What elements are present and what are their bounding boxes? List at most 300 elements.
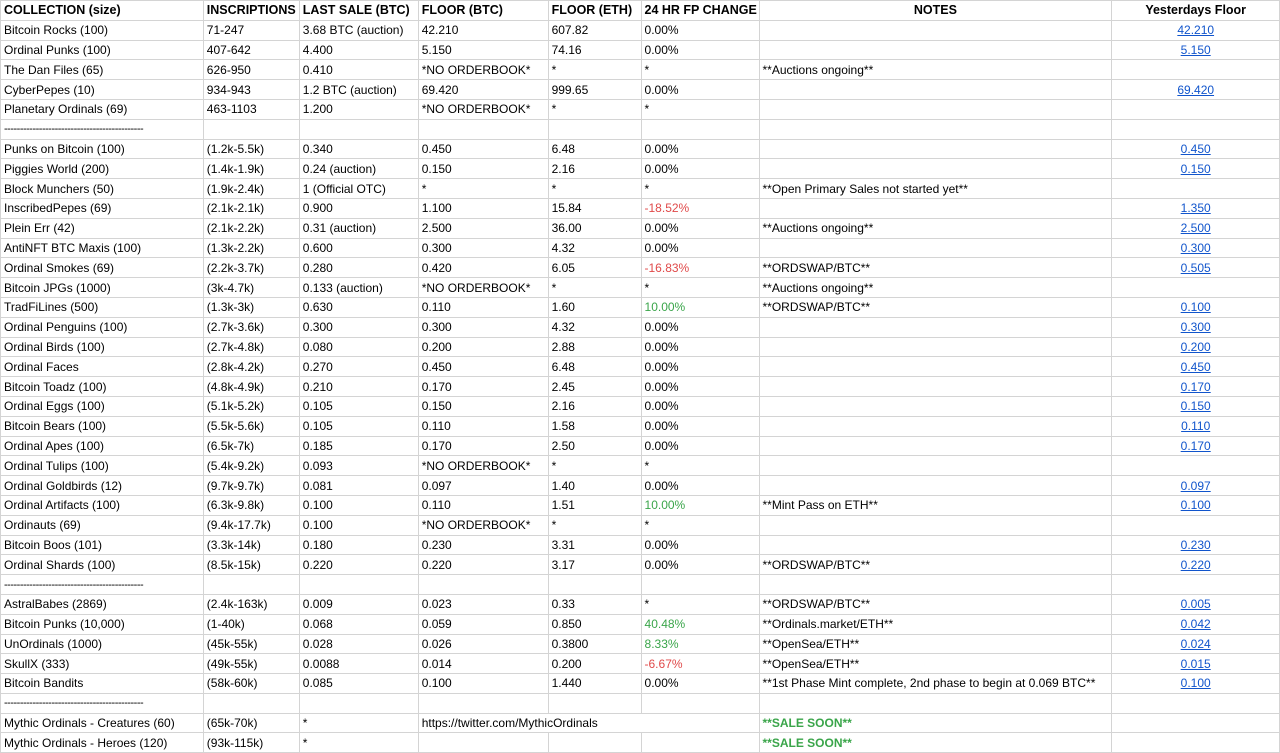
- yesterdays-floor-link[interactable]: 0.450: [1180, 359, 1211, 374]
- cell-floor-btc[interactable]: *NO ORDERBOOK*: [418, 99, 548, 119]
- cell-floor-btc[interactable]: 0.110: [418, 495, 548, 515]
- cell-inscriptions[interactable]: (2.7k-4.8k): [203, 337, 299, 357]
- cell-collection[interactable]: The Dan Files (65): [1, 60, 204, 80]
- yesterdays-floor-link[interactable]: 0.015: [1180, 656, 1211, 671]
- empty-cell[interactable]: [548, 693, 641, 713]
- cell-floor-btc[interactable]: 0.014: [418, 654, 548, 674]
- cell-last-sale[interactable]: 0.105: [299, 416, 418, 436]
- cell-floor-eth[interactable]: 3.31: [548, 535, 641, 555]
- cell-inscriptions[interactable]: (2.7k-3.6k): [203, 317, 299, 337]
- cell-floor-btc[interactable]: 0.097: [418, 476, 548, 496]
- cell-inscriptions[interactable]: (9.4k-17.7k): [203, 515, 299, 535]
- cell-last-sale[interactable]: 1.2 BTC (auction): [299, 80, 418, 100]
- cell-floor-eth[interactable]: 2.88: [548, 337, 641, 357]
- cell-floor-btc[interactable]: *NO ORDERBOOK*: [418, 515, 548, 535]
- cell-floor-btc[interactable]: 0.230: [418, 535, 548, 555]
- empty-cell[interactable]: [418, 693, 548, 713]
- cell-last-sale[interactable]: 0.100: [299, 495, 418, 515]
- cell-floor-eth[interactable]: 6.05: [548, 258, 641, 278]
- cell-floor-eth[interactable]: 1.51: [548, 495, 641, 515]
- yesterdays-floor-link[interactable]: 0.024: [1180, 636, 1211, 651]
- cell-notes[interactable]: **SALE SOON**: [759, 733, 1112, 753]
- cell-fp-change[interactable]: [641, 733, 759, 753]
- cell-notes[interactable]: **Auctions ongoing**: [759, 278, 1112, 298]
- cell-notes[interactable]: **ORDSWAP/BTC**: [759, 555, 1112, 575]
- cell-floor-btc[interactable]: 0.300: [418, 317, 548, 337]
- cell-floor-eth[interactable]: 3.17: [548, 555, 641, 575]
- cell-notes[interactable]: **Auctions ongoing**: [759, 218, 1112, 238]
- cell-floor-eth[interactable]: 4.32: [548, 238, 641, 258]
- cell-notes[interactable]: [759, 80, 1112, 100]
- cell-last-sale[interactable]: 0.210: [299, 377, 418, 397]
- cell-floor-eth[interactable]: 1.40: [548, 476, 641, 496]
- cell-floor-btc[interactable]: 0.150: [418, 396, 548, 416]
- cell-inscriptions[interactable]: (58k-60k): [203, 674, 299, 694]
- cell-notes[interactable]: **OpenSea/ETH**: [759, 634, 1112, 654]
- cell-last-sale[interactable]: 0.105: [299, 396, 418, 416]
- cell-notes[interactable]: [759, 476, 1112, 496]
- cell-last-sale[interactable]: 0.068: [299, 614, 418, 634]
- cell-inscriptions[interactable]: (6.5k-7k): [203, 436, 299, 456]
- cell-inscriptions[interactable]: (2.8k-4.2k): [203, 357, 299, 377]
- cell-inscriptions[interactable]: (1.2k-5.5k): [203, 139, 299, 159]
- cell-collection[interactable]: Bitcoin Boos (101): [1, 535, 204, 555]
- header-last-sale[interactable]: LAST SALE (BTC): [299, 1, 418, 21]
- cell-fp-change[interactable]: 0.00%: [641, 317, 759, 337]
- cell-notes[interactable]: [759, 515, 1112, 535]
- cell-floor-eth[interactable]: *: [548, 179, 641, 199]
- empty-cell[interactable]: [299, 575, 418, 595]
- header-floor-btc[interactable]: FLOOR (BTC): [418, 1, 548, 21]
- cell-floor-btc[interactable]: 2.500: [418, 218, 548, 238]
- cell-notes[interactable]: **Ordinals.market/ETH**: [759, 614, 1112, 634]
- cell-last-sale[interactable]: 0.410: [299, 60, 418, 80]
- cell-collection[interactable]: Bitcoin JPGs (1000): [1, 278, 204, 298]
- cell-floor-btc[interactable]: *NO ORDERBOOK*: [418, 278, 548, 298]
- cell-fp-change[interactable]: 0.00%: [641, 396, 759, 416]
- cell-floor-eth[interactable]: 1.58: [548, 416, 641, 436]
- cell-floor-btc[interactable]: [418, 733, 548, 753]
- cell-floor-eth[interactable]: 74.16: [548, 40, 641, 60]
- cell-collection[interactable]: Ordinal Apes (100): [1, 436, 204, 456]
- cell-floor-eth[interactable]: 2.45: [548, 377, 641, 397]
- cell-fp-change[interactable]: 0.00%: [641, 80, 759, 100]
- cell-inscriptions[interactable]: (2.1k-2.1k): [203, 198, 299, 218]
- cell-fp-change[interactable]: 0.00%: [641, 555, 759, 575]
- cell-fp-change[interactable]: 0.00%: [641, 139, 759, 159]
- cell-collection[interactable]: Ordinal Artifacts (100): [1, 495, 204, 515]
- cell-notes[interactable]: [759, 40, 1112, 60]
- cell-inscriptions[interactable]: (1.4k-1.9k): [203, 159, 299, 179]
- header-notes[interactable]: NOTES: [759, 1, 1112, 21]
- cell-fp-change[interactable]: 0.00%: [641, 377, 759, 397]
- cell-floor-btc[interactable]: 0.170: [418, 377, 548, 397]
- cell-inscriptions[interactable]: (49k-55k): [203, 654, 299, 674]
- empty-cell[interactable]: [641, 693, 759, 713]
- empty-cell[interactable]: [299, 693, 418, 713]
- cell-collection[interactable]: InscribedPepes (69): [1, 198, 204, 218]
- cell-inscriptions[interactable]: (2.2k-3.7k): [203, 258, 299, 278]
- cell-floor-btc[interactable]: 0.200: [418, 337, 548, 357]
- cell-fp-change[interactable]: 0.00%: [641, 238, 759, 258]
- cell-collection[interactable]: CyberPepes (10): [1, 80, 204, 100]
- cell-last-sale[interactable]: *: [299, 713, 418, 733]
- cell-notes[interactable]: **ORDSWAP/BTC**: [759, 594, 1112, 614]
- cell-last-sale[interactable]: 1.200: [299, 99, 418, 119]
- cell-notes[interactable]: **OpenSea/ETH**: [759, 654, 1112, 674]
- cell-collection[interactable]: Bitcoin Punks (10,000): [1, 614, 204, 634]
- cell-collection[interactable]: Ordinal Birds (100): [1, 337, 204, 357]
- cell-last-sale[interactable]: 0.220: [299, 555, 418, 575]
- cell-inscriptions[interactable]: (1.3k-3k): [203, 297, 299, 317]
- yesterdays-floor-link[interactable]: 0.097: [1180, 478, 1211, 493]
- cell-fp-change[interactable]: 0.00%: [641, 159, 759, 179]
- empty-cell[interactable]: [641, 119, 759, 139]
- cell-inscriptions[interactable]: 407-642: [203, 40, 299, 60]
- empty-cell[interactable]: [759, 693, 1112, 713]
- cell-floor-btc[interactable]: 0.026: [418, 634, 548, 654]
- cell-inscriptions[interactable]: 626-950: [203, 60, 299, 80]
- cell-floor-btc[interactable]: 0.059: [418, 614, 548, 634]
- yesterdays-floor-link[interactable]: 2.500: [1180, 221, 1211, 236]
- yesterdays-floor-link[interactable]: 0.150: [1180, 399, 1211, 414]
- cell-fp-change[interactable]: *: [641, 278, 759, 298]
- table-row: [1, 594, 1280, 614]
- cell-last-sale[interactable]: 0.009: [299, 594, 418, 614]
- cell-collection[interactable]: Ordinal Eggs (100): [1, 396, 204, 416]
- cell-notes[interactable]: [759, 139, 1112, 159]
- cell-collection[interactable]: Block Munchers (50): [1, 179, 204, 199]
- cell-floor-eth[interactable]: 0.33: [548, 594, 641, 614]
- cell-inscriptions[interactable]: (3k-4.7k): [203, 278, 299, 298]
- cell-floor-eth[interactable]: 6.48: [548, 357, 641, 377]
- cell-collection[interactable]: Bitcoin Bandits: [1, 674, 204, 694]
- cell-floor-eth[interactable]: 607.82: [548, 20, 641, 40]
- empty-cell[interactable]: [1112, 119, 1280, 139]
- cell-fp-change[interactable]: *: [641, 179, 759, 199]
- cell-floor-eth[interactable]: *: [548, 60, 641, 80]
- cell-inscriptions[interactable]: (6.3k-9.8k): [203, 495, 299, 515]
- cell-yesterdays-floor: [1112, 535, 1280, 555]
- cell-collection[interactable]: AstralBabes (2869): [1, 594, 204, 614]
- cell-fp-change[interactable]: 0.00%: [641, 476, 759, 496]
- cell-collection[interactable]: Ordinal Shards (100): [1, 555, 204, 575]
- cell-inscriptions[interactable]: (5.5k-5.6k): [203, 416, 299, 436]
- cell-collection[interactable]: Ordinal Tulips (100): [1, 456, 204, 476]
- empty-cell[interactable]: [418, 119, 548, 139]
- cell-floor-btc[interactable]: *NO ORDERBOOK*: [418, 456, 548, 476]
- cell-collection[interactable]: Ordinal Smokes (69): [1, 258, 204, 278]
- cell-fp-change[interactable]: 0.00%: [641, 535, 759, 555]
- cell-fp-change[interactable]: 0.00%: [641, 20, 759, 40]
- cell-notes[interactable]: [759, 99, 1112, 119]
- cell-last-sale[interactable]: 0.085: [299, 674, 418, 694]
- yesterdays-floor-link[interactable]: 42.210: [1177, 23, 1215, 38]
- cell-notes[interactable]: **Mint Pass on ETH**: [759, 495, 1112, 515]
- cell-notes[interactable]: **ORDSWAP/BTC**: [759, 258, 1112, 278]
- empty-cell[interactable]: [641, 575, 759, 595]
- cell-floor-btc[interactable]: 0.023: [418, 594, 548, 614]
- yesterdays-floor-link[interactable]: 0.230: [1180, 537, 1211, 552]
- yesterdays-floor-link[interactable]: 5.150: [1180, 42, 1211, 57]
- cell-notes[interactable]: [759, 198, 1112, 218]
- cell-last-sale[interactable]: 0.270: [299, 357, 418, 377]
- cell-last-sale[interactable]: 0.630: [299, 297, 418, 317]
- cell-notes[interactable]: **ORDSWAP/BTC**: [759, 297, 1112, 317]
- cell-collection[interactable]: Planetary Ordinals (69): [1, 99, 204, 119]
- cell-floor-eth[interactable]: *: [548, 515, 641, 535]
- cell-collection[interactable]: Punks on Bitcoin (100): [1, 139, 204, 159]
- cell-floor-btc[interactable]: https://twitter.com/MythicOrdinals: [418, 713, 759, 733]
- cell-floor-eth[interactable]: 1.440: [548, 674, 641, 694]
- cell-fp-change[interactable]: 40.48%: [641, 614, 759, 634]
- cell-floor-btc[interactable]: 42.210: [418, 20, 548, 40]
- cell-collection[interactable]: Ordinal Faces: [1, 357, 204, 377]
- cell-notes[interactable]: [759, 337, 1112, 357]
- yesterdays-floor-link[interactable]: 0.005: [1180, 597, 1211, 612]
- empty-cell[interactable]: [1112, 693, 1280, 713]
- cell-last-sale[interactable]: 0.24 (auction): [299, 159, 418, 179]
- cell-notes[interactable]: [759, 238, 1112, 258]
- cell-floor-eth[interactable]: 2.50: [548, 436, 641, 456]
- cell-collection[interactable]: TradFiLines (500): [1, 297, 204, 317]
- separator-cell[interactable]: --------------------------------------------: [1, 119, 204, 139]
- cell-fp-change[interactable]: 0.00%: [641, 416, 759, 436]
- cell-fp-change[interactable]: 10.00%: [641, 495, 759, 515]
- yesterdays-floor-link[interactable]: 0.042: [1180, 617, 1211, 632]
- cell-floor-btc[interactable]: 0.420: [418, 258, 548, 278]
- cell-collection[interactable]: Mythic Ordinals - Heroes (120): [1, 733, 204, 753]
- empty-cell[interactable]: [548, 575, 641, 595]
- cell-collection[interactable]: Mythic Ordinals - Creatures (60): [1, 713, 204, 733]
- cell-inscriptions[interactable]: (5.1k-5.2k): [203, 396, 299, 416]
- cell-inscriptions[interactable]: 934-943: [203, 80, 299, 100]
- cell-last-sale[interactable]: 3.68 BTC (auction): [299, 20, 418, 40]
- cell-collection[interactable]: Bitcoin Toadz (100): [1, 377, 204, 397]
- cell-fp-change[interactable]: *: [641, 60, 759, 80]
- yesterdays-floor-link[interactable]: 0.300: [1180, 240, 1211, 255]
- cell-notes[interactable]: **Auctions ongoing**: [759, 60, 1112, 80]
- cell-fp-change[interactable]: -18.52%: [641, 198, 759, 218]
- cell-notes[interactable]: [759, 436, 1112, 456]
- cell-floor-eth[interactable]: 0.3800: [548, 634, 641, 654]
- cell-floor-eth[interactable]: *: [548, 456, 641, 476]
- cell-inscriptions[interactable]: (2.4k-163k): [203, 594, 299, 614]
- cell-fp-change[interactable]: *: [641, 99, 759, 119]
- cell-floor-eth[interactable]: 1.60: [548, 297, 641, 317]
- yesterdays-floor-link[interactable]: 0.100: [1180, 300, 1211, 315]
- cell-notes[interactable]: **Open Primary Sales not started yet**: [759, 179, 1112, 199]
- header-collection[interactable]: COLLECTION (size): [1, 1, 204, 21]
- cell-notes[interactable]: [759, 456, 1112, 476]
- yesterdays-floor-link[interactable]: 0.200: [1180, 339, 1211, 354]
- cell-last-sale[interactable]: 0.180: [299, 535, 418, 555]
- cell-collection[interactable]: SkullX (333): [1, 654, 204, 674]
- empty-cell[interactable]: [418, 575, 548, 595]
- cell-floor-eth[interactable]: 36.00: [548, 218, 641, 238]
- cell-fp-change[interactable]: 0.00%: [641, 337, 759, 357]
- cell-floor-btc[interactable]: 0.150: [418, 159, 548, 179]
- cell-floor-btc[interactable]: 0.110: [418, 297, 548, 317]
- yesterdays-floor-link[interactable]: 0.220: [1180, 557, 1211, 572]
- cell-last-sale[interactable]: 0.300: [299, 317, 418, 337]
- cell-floor-eth[interactable]: 999.65: [548, 80, 641, 100]
- cell-inscriptions[interactable]: (45k-55k): [203, 634, 299, 654]
- cell-fp-change[interactable]: 0.00%: [641, 40, 759, 60]
- cell-floor-eth[interactable]: 0.850: [548, 614, 641, 634]
- empty-cell[interactable]: [203, 119, 299, 139]
- empty-cell[interactable]: [203, 693, 299, 713]
- cell-collection[interactable]: Ordinauts (69): [1, 515, 204, 535]
- header-yesterdays-floor[interactable]: Yesterdays Floor: [1112, 1, 1280, 21]
- cell-collection[interactable]: Ordinal Penguins (100): [1, 317, 204, 337]
- yesterdays-floor-link[interactable]: 0.110: [1181, 419, 1211, 434]
- cell-fp-change[interactable]: 0.00%: [641, 218, 759, 238]
- cell-last-sale[interactable]: 4.400: [299, 40, 418, 60]
- cell-notes[interactable]: [759, 535, 1112, 555]
- yesterdays-floor-link[interactable]: 0.170: [1180, 379, 1211, 394]
- cell-floor-btc[interactable]: 69.420: [418, 80, 548, 100]
- cell-fp-change[interactable]: *: [641, 515, 759, 535]
- cell-floor-eth[interactable]: 0.200: [548, 654, 641, 674]
- separator-cell[interactable]: --------------------------------------------: [1, 575, 204, 595]
- cell-yesterdays-floor: [1112, 159, 1280, 179]
- cell-collection[interactable]: Ordinal Punks (100): [1, 40, 204, 60]
- cell-inscriptions[interactable]: (1.9k-2.4k): [203, 179, 299, 199]
- cell-notes[interactable]: **SALE SOON**: [759, 713, 1112, 733]
- cell-collection[interactable]: Ordinal Goldbirds (12): [1, 476, 204, 496]
- cell-last-sale[interactable]: 0.280: [299, 258, 418, 278]
- cell-last-sale[interactable]: 0.31 (auction): [299, 218, 418, 238]
- cell-floor-btc[interactable]: 0.450: [418, 139, 548, 159]
- cell-inscriptions[interactable]: (1.3k-2.2k): [203, 238, 299, 258]
- cell-last-sale[interactable]: 0.340: [299, 139, 418, 159]
- empty-cell[interactable]: [299, 119, 418, 139]
- yesterdays-floor-link[interactable]: 0.150: [1180, 161, 1211, 176]
- yesterdays-floor-link[interactable]: 69.420: [1177, 82, 1215, 97]
- cell-notes[interactable]: [759, 20, 1112, 40]
- cell-floor-btc[interactable]: 0.450: [418, 357, 548, 377]
- cell-last-sale[interactable]: 1 (Official OTC): [299, 179, 418, 199]
- cell-fp-change[interactable]: 10.00%: [641, 297, 759, 317]
- cell-last-sale[interactable]: 0.133 (auction): [299, 278, 418, 298]
- cell-fp-change[interactable]: *: [641, 594, 759, 614]
- empty-cell[interactable]: [203, 575, 299, 595]
- cell-floor-eth[interactable]: 2.16: [548, 396, 641, 416]
- cell-notes[interactable]: [759, 377, 1112, 397]
- yesterdays-floor-link[interactable]: 0.300: [1180, 320, 1211, 335]
- cell-floor-eth[interactable]: *: [548, 99, 641, 119]
- cell-floor-btc[interactable]: *NO ORDERBOOK*: [418, 60, 548, 80]
- empty-cell[interactable]: [548, 119, 641, 139]
- cell-collection[interactable]: AntiNFT BTC Maxis (100): [1, 238, 204, 258]
- cell-last-sale[interactable]: 0.081: [299, 476, 418, 496]
- cell-fp-change[interactable]: 0.00%: [641, 674, 759, 694]
- cell-floor-btc[interactable]: 0.110: [418, 416, 548, 436]
- cell-fp-change[interactable]: -16.83%: [641, 258, 759, 278]
- cell-floor-btc[interactable]: *: [418, 179, 548, 199]
- yesterdays-floor-link[interactable]: 0.505: [1180, 260, 1211, 275]
- header-inscriptions[interactable]: INSCRIPTIONS: [203, 1, 299, 21]
- cell-fp-change[interactable]: 0.00%: [641, 436, 759, 456]
- cell-inscriptions[interactable]: (2.1k-2.2k): [203, 218, 299, 238]
- cell-fp-change[interactable]: 8.33%: [641, 634, 759, 654]
- yesterdays-floor-link[interactable]: 1.350: [1180, 201, 1211, 216]
- cell-floor-btc[interactable]: 0.300: [418, 238, 548, 258]
- cell-last-sale[interactable]: 0.0088: [299, 654, 418, 674]
- cell-inscriptions[interactable]: (3.3k-14k): [203, 535, 299, 555]
- cell-notes[interactable]: [759, 317, 1112, 337]
- cell-collection[interactable]: UnOrdinals (1000): [1, 634, 204, 654]
- cell-inscriptions[interactable]: (4.8k-4.9k): [203, 377, 299, 397]
- cell-yesterdays-floor: [1112, 416, 1280, 436]
- cell-inscriptions[interactable]: (9.7k-9.7k): [203, 476, 299, 496]
- cell-inscriptions[interactable]: (5.4k-9.2k): [203, 456, 299, 476]
- cell-last-sale[interactable]: 0.080: [299, 337, 418, 357]
- cell-notes[interactable]: **1st Phase Mint complete, 2nd phase to begin at 0.069 BTC**: [759, 674, 1112, 694]
- cell-floor-btc[interactable]: 0.220: [418, 555, 548, 575]
- cell-inscriptions[interactable]: 463-1103: [203, 99, 299, 119]
- cell-floor-eth[interactable]: 15.84: [548, 198, 641, 218]
- cell-inscriptions[interactable]: (1-40k): [203, 614, 299, 634]
- cell-notes[interactable]: [759, 396, 1112, 416]
- cell-collection[interactable]: Piggies World (200): [1, 159, 204, 179]
- cell-notes[interactable]: [759, 357, 1112, 377]
- cell-notes[interactable]: [759, 416, 1112, 436]
- cell-last-sale[interactable]: 0.185: [299, 436, 418, 456]
- empty-cell[interactable]: [1112, 575, 1280, 595]
- yesterdays-floor-link[interactable]: 0.100: [1180, 676, 1211, 691]
- cell-floor-eth[interactable]: 6.48: [548, 139, 641, 159]
- cell-floor-eth[interactable]: [548, 733, 641, 753]
- cell-floor-btc[interactable]: 5.150: [418, 40, 548, 60]
- cell-last-sale[interactable]: 0.093: [299, 456, 418, 476]
- header-floor-eth[interactable]: FLOOR (ETH): [548, 1, 641, 21]
- header-fp-change[interactable]: 24 HR FP CHANGE: [641, 1, 759, 21]
- cell-inscriptions[interactable]: (93k-115k): [203, 733, 299, 753]
- cell-fp-change[interactable]: *: [641, 456, 759, 476]
- cell-notes[interactable]: [759, 159, 1112, 179]
- cell-last-sale[interactable]: 0.028: [299, 634, 418, 654]
- empty-cell[interactable]: [759, 575, 1112, 595]
- cell-yesterdays-floor: [1112, 218, 1280, 238]
- empty-cell[interactable]: [759, 119, 1112, 139]
- cell-inscriptions[interactable]: (65k-70k): [203, 713, 299, 733]
- cell-collection[interactable]: Plein Err (42): [1, 218, 204, 238]
- separator-cell[interactable]: --------------------------------------------: [1, 693, 204, 713]
- cell-floor-btc[interactable]: 1.100: [418, 198, 548, 218]
- cell-last-sale[interactable]: 0.100: [299, 515, 418, 535]
- cell-inscriptions[interactable]: (8.5k-15k): [203, 555, 299, 575]
- cell-last-sale[interactable]: 0.900: [299, 198, 418, 218]
- cell-collection[interactable]: Bitcoin Rocks (100): [1, 20, 204, 40]
- cell-fp-change[interactable]: 0.00%: [641, 357, 759, 377]
- cell-fp-change[interactable]: -6.67%: [641, 654, 759, 674]
- cell-inscriptions[interactable]: 71-247: [203, 20, 299, 40]
- yesterdays-floor-link[interactable]: 0.100: [1180, 498, 1211, 513]
- yesterdays-floor-link[interactable]: 0.170: [1180, 438, 1211, 453]
- cell-floor-btc[interactable]: 0.170: [418, 436, 548, 456]
- cell-floor-eth[interactable]: *: [548, 278, 641, 298]
- cell-floor-btc[interactable]: 0.100: [418, 674, 548, 694]
- cell-collection[interactable]: Bitcoin Bears (100): [1, 416, 204, 436]
- cell-floor-eth[interactable]: 4.32: [548, 317, 641, 337]
- cell-last-sale[interactable]: *: [299, 733, 418, 753]
- cell-floor-eth[interactable]: 2.16: [548, 159, 641, 179]
- cell-last-sale[interactable]: 0.600: [299, 238, 418, 258]
- cell-yesterdays-floor: [1112, 139, 1280, 159]
- yesterdays-floor-link[interactable]: 0.450: [1180, 141, 1211, 156]
